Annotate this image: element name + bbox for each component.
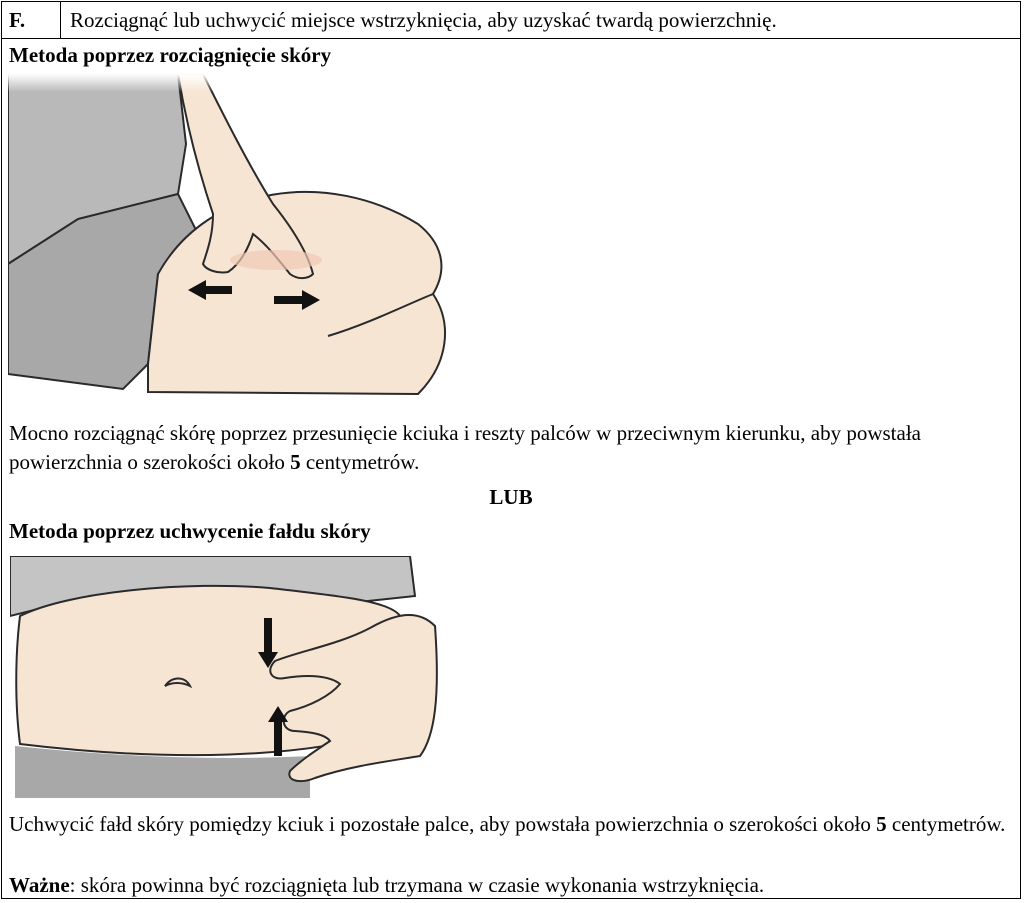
step-instruction: Rozciągnąć lub uchwycić miejsce wstrzyknięcia, aby uzyskać twardą powierzchnię.: [70, 8, 777, 32]
pinch-method-title: Metoda poprzez uchwycenie fałdu skóry: [9, 519, 371, 543]
stretch-method-description: Mocno rozciągnąć skórę poprzez przesunięcie kciuka i reszty palców w przeciwnym kierunku, aby powstała powierzchnia o szerokości około 5 centymetrów.: [9, 421, 921, 474]
step-header-row: [2, 2, 1020, 39]
stretch-method-title: Metoda poprzez rozciągnięcie skóry: [9, 43, 332, 67]
instruction-table: [1, 1, 1021, 899]
important-note: Ważne: skóra powinna być rozciągnięta lub trzymana w czasie wykonania wstrzyknięcia.: [9, 873, 765, 897]
pinch-method-description: Uchwycić fałd skóry pomiędzy kciuk i pozostałe palce, aby powstała powierzchnia o szerokości około 5 centymetrów.: [9, 812, 1006, 836]
pinch-method-illustration: [10, 556, 440, 798]
stretch-method-illustration: [8, 74, 448, 412]
or-separator: LUB: [489, 485, 533, 509]
step-label: F.: [2, 2, 61, 38]
